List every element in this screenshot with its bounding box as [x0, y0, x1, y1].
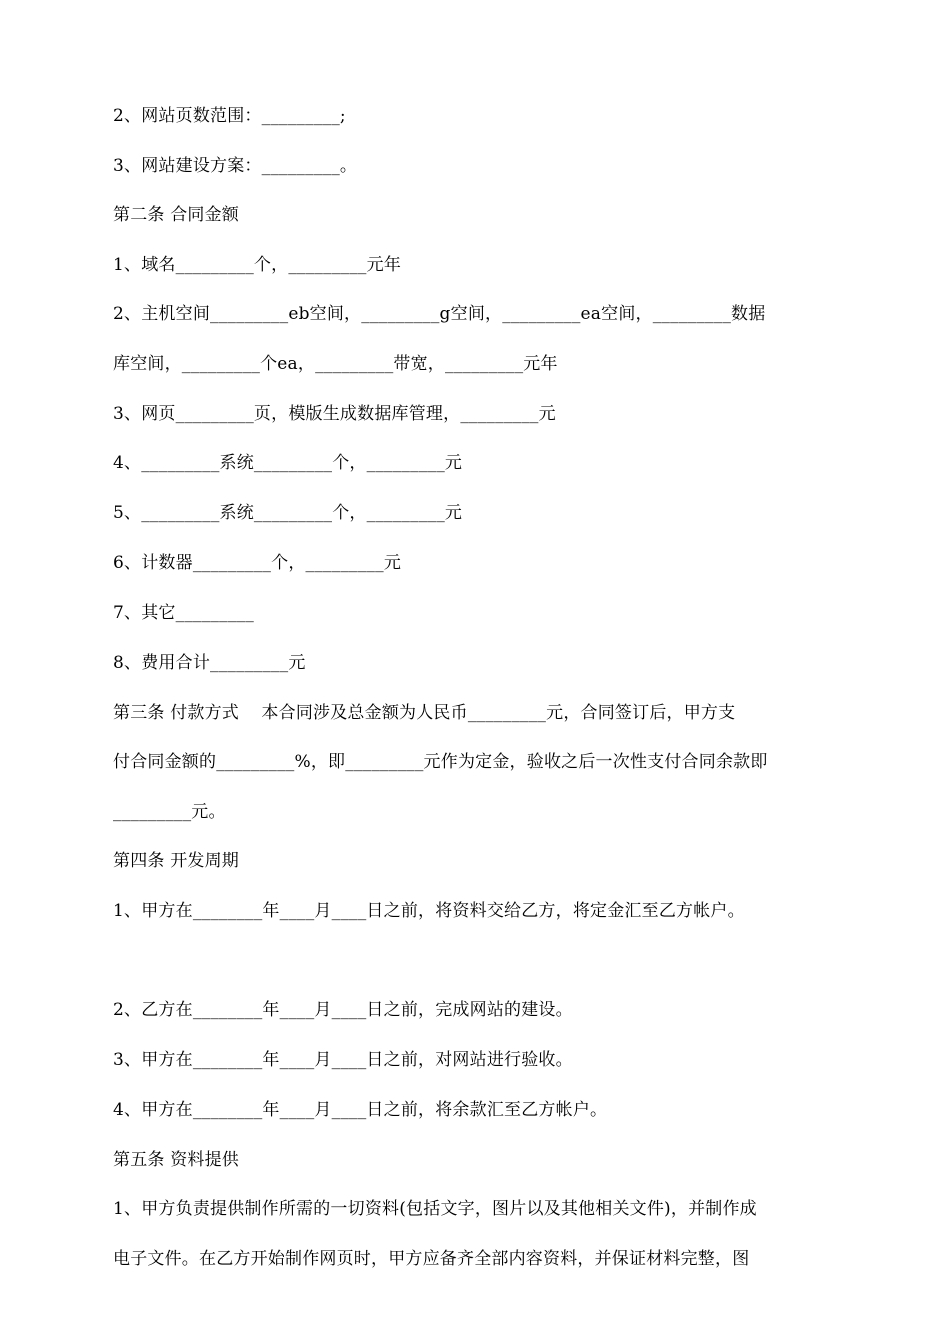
- doc-line-14: 付合同金额的_________%，即_________元作为定金，验收之后一次性支付合同余款即: [113, 752, 768, 772]
- doc-line-9: 5、_________系统_________个，_________元: [113, 503, 463, 523]
- doc-line-1: 2、网站页数范围：_________;: [113, 106, 346, 126]
- section-heading-5: 第五条 资料提供: [113, 1150, 240, 1170]
- doc-line-15: _________元。: [113, 802, 226, 822]
- doc-line-23: 电子文件。在乙方开始制作网页时，甲方应备齐全部内容资料，并保证材料完整，图: [113, 1249, 750, 1269]
- doc-line-18: 2、乙方在________年____月____日之前，完成网站的建设。: [113, 1000, 573, 1020]
- doc-line-20: 4、甲方在________年____月____日之前，将余款汇至乙方帐户。: [113, 1100, 608, 1120]
- doc-line-8: 4、_________系统_________个，_________元: [113, 453, 463, 473]
- section-heading-4: 第四条 开发周期: [113, 851, 240, 871]
- doc-line-2: 3、网站建设方案：_________。: [113, 156, 358, 176]
- doc-line-17: 1、甲方在________年____月____日之前，将资料交给乙方，将定金汇至乙方帐户。: [113, 901, 745, 921]
- doc-line-7: 3、网页_________页，模版生成数据库管理，_________元: [113, 404, 556, 424]
- doc-line-5: 2、主机空间_________eb空间，_________g空间，_________ea空间，_________数据: [113, 304, 766, 324]
- section-heading-2: 第二条 合同金额: [113, 205, 240, 225]
- doc-line-22: 1、甲方负责提供制作所需的一切资料(包括文字，图片以及其他相关文件)，并制作成: [113, 1199, 757, 1219]
- doc-line-11: 7、其它_________: [113, 603, 254, 623]
- doc-line-10: 6、计数器_________个，_________元: [113, 553, 402, 573]
- doc-line-4: 1、域名_________个，_________元年: [113, 255, 402, 275]
- doc-line-19: 3、甲方在________年____月____日之前，对网站进行验收。: [113, 1050, 573, 1070]
- doc-line-6: 库空间，_________个ea，_________带宽，_________元年: [113, 354, 558, 374]
- doc-line-12: 8、费用合计_________元: [113, 653, 306, 673]
- section-heading-3: 第三条 付款方式 本合同涉及总金额为人民币_________元，合同签订后，甲方支: [113, 703, 736, 723]
